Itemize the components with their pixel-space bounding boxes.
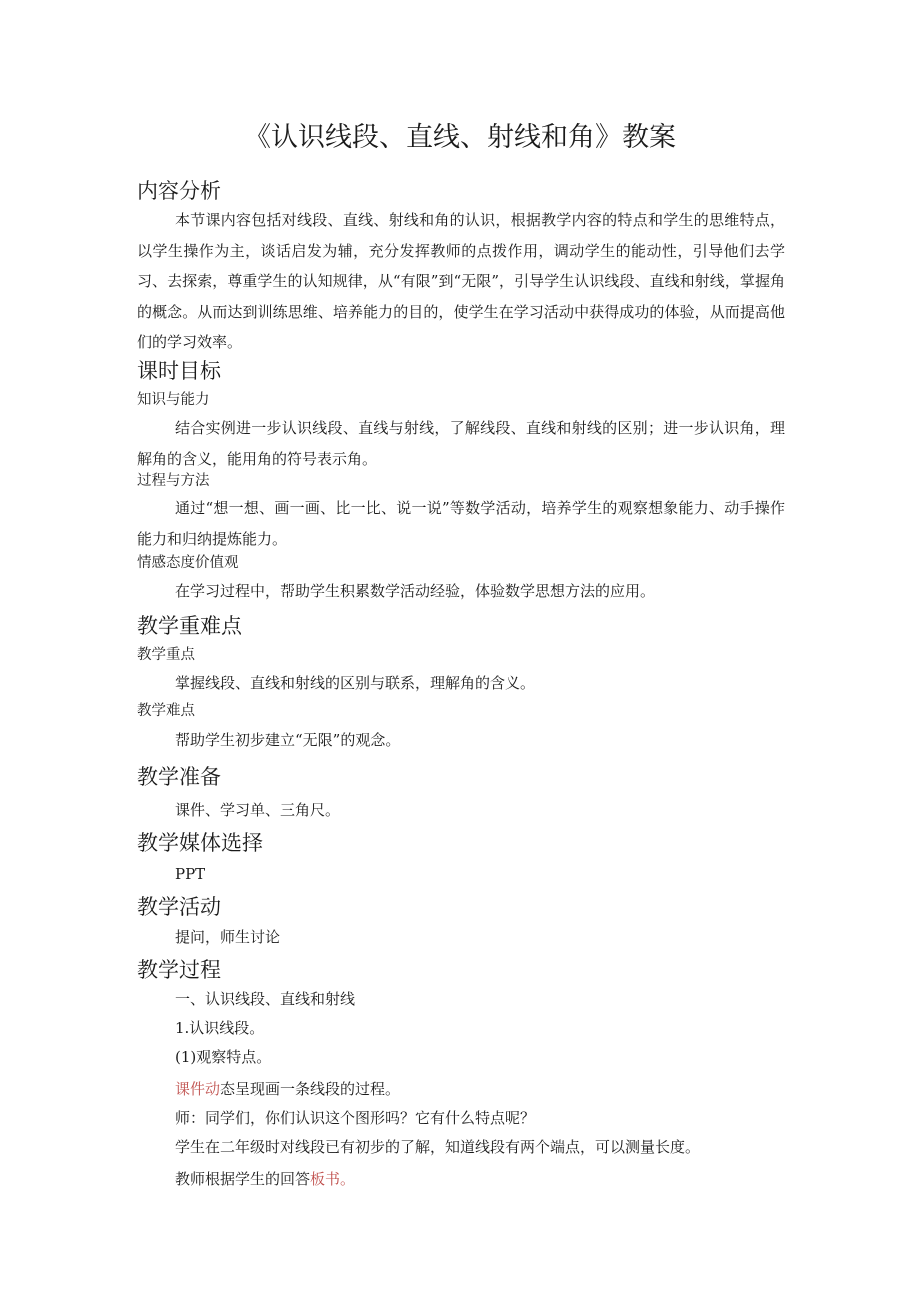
process-line-7-rest: 教师根据学生的回答 [175,1170,311,1188]
highlight-courseware: 课件动 [175,1080,221,1098]
process-line-6: 学生在二年级时对线段已有初步的了解，知道线段有两个端点，可以测量长度。 [175,1138,701,1156]
content-analysis-paragraph: 本节课内容包括对线段、直线、射线和角的认识，根据教学内容的特点和学生的思维特点，以学生操作为主，谈话启发为辅，充分发挥教师的点拨作用，调动学生的能动性，引导他们去学习、去探索，尊重学生的认知规律，从“有限”到“无限”，引导学生认识线段、直线和射线，掌握角的概念。从而达到训练思维、培养能力的目的，使学生在学习活动中获得成功的体验，从而提高他们的学习效率。 [137,211,785,351]
highlight-blackboard: 板书。 [310,1170,356,1188]
process-method-paragraph: 通过“想一想、画一画、比一比、说一说”等数学活动，培养学生的观察想象能力、动手操作能力和归纳提炼能力。 [137,499,785,548]
activity-text: 提问，师生讨论 [175,928,281,946]
label-emotion-values: 情感态度价值观 [137,555,239,571]
media-text: PPT [175,865,206,883]
label-knowledge-ability: 知识与能力 [137,392,210,408]
label-process-method: 过程与方法 [137,473,210,489]
preparation-text: 课件、学习单、三角尺。 [175,801,341,819]
heading-media: 教学媒体选择 [137,831,263,855]
process-line-2: 1.认识线段。 [175,1019,265,1037]
heading-content-analysis: 内容分析 [137,179,221,203]
process-line-1: 一、认识线段、直线和射线 [175,990,356,1008]
document-title: 《认识线段、直线、射线和角》教案 [244,122,676,153]
process-line-7 [175,1167,355,1191]
label-teaching-difficulty: 教学难点 [137,703,195,719]
emotion-values-text: 在学习过程中，帮助学生积累数学活动经验，体验数学思想方法的应用。 [175,582,656,600]
process-line-3: (1)观察特点。 [175,1048,272,1066]
heading-preparation: 教学准备 [137,765,221,789]
heading-activity: 教学活动 [137,895,221,919]
heading-process: 教学过程 [137,958,221,982]
teaching-focus-text: 掌握线段、直线和射线的区别与联系，理解角的含义。 [175,674,536,692]
process-line-5: 师：同学们，你们认识这个图形吗？它有什么特点呢？ [175,1109,536,1127]
heading-key-points: 教学重难点 [137,614,242,638]
heading-objectives: 课时目标 [137,359,221,383]
knowledge-ability-paragraph: 结合实例进一步认识线段、直线与射线，了解线段、直线和射线的区别；进一步认识角，理解角的含义，能用角的符号表示角。 [137,419,785,468]
label-teaching-focus: 教学重点 [137,647,195,663]
process-line-4 [175,1077,400,1101]
process-line-4-rest: 态呈现画一条线段的过程。 [220,1080,401,1098]
teaching-difficulty-text: 帮助学生初步建立“无限”的观念。 [175,731,401,749]
